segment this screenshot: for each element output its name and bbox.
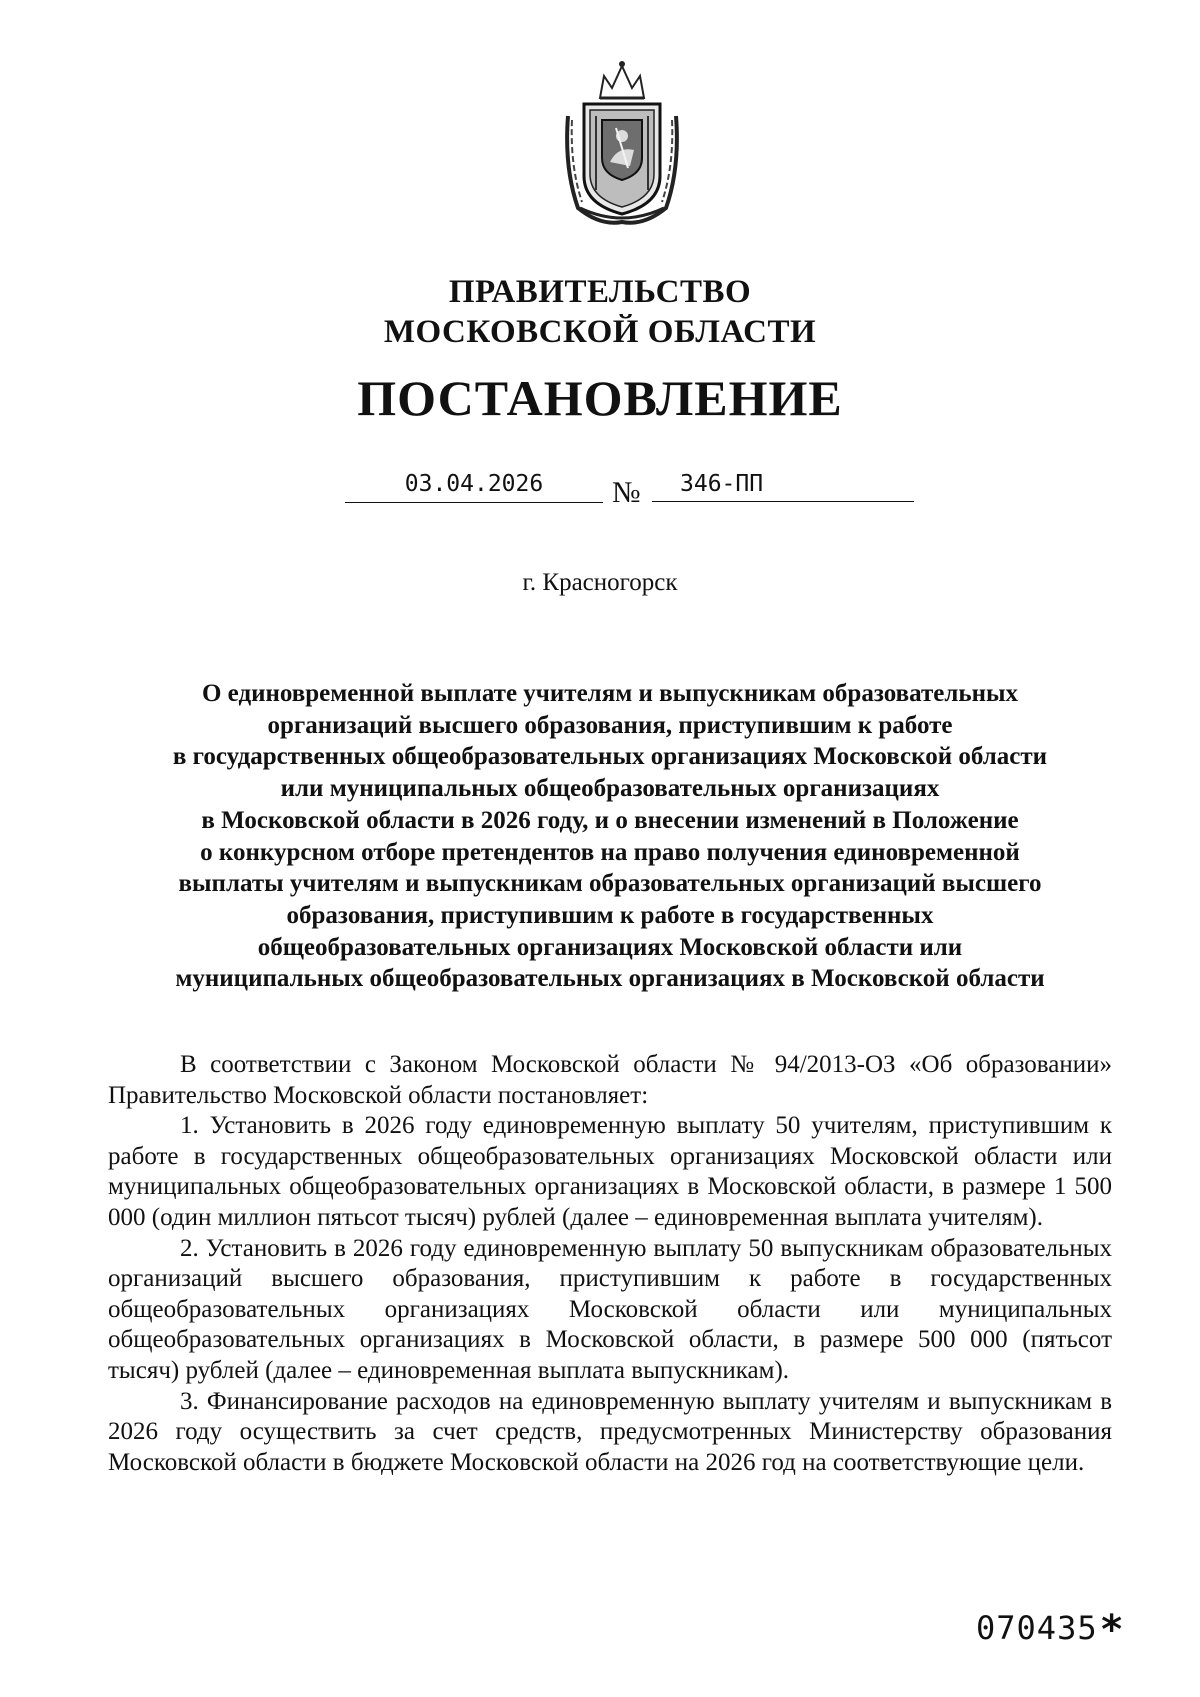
subject-line: организаций высшего образования, приступившим к работе: [267, 711, 953, 739]
subject-line: или муниципальных общеобразовательных организациях: [280, 775, 940, 803]
number-sign: №: [612, 476, 641, 509]
preamble-paragraph: В соответствии с Законом Московской области № 94/2013-ОЗ «Об образовании» Правительство Московской области постановляет:: [108, 1051, 1112, 1109]
subject-line: о конкурсном отборе претендентов на право получения единовременной: [200, 838, 1020, 866]
clause-3-paragraph: 3. Финансирование расходов на единовременную выплату учителям и выпускникам в 2026 году осуществить за счет средств, предусмотренных Министерству образования Московской области в бюджете Московской области на 2026 год на соответствующие цели.: [108, 1387, 1112, 1476]
government-name: [0, 272, 1200, 352]
clause-1-paragraph: 1. Установить в 2026 году единовременную выплату 50 учителям, приступившим к работе в государственных общеобразовательных организациях Московской области или муниципальных общеобразовательных организациях в Московской области, в размере 1 500 000 (один миллион пятьсот тысяч) рублей (далее – единовременная выплата учителям).: [108, 1112, 1112, 1231]
subject-line: в Московской области в 2026 году, и о внесении изменений в Положение: [201, 806, 1019, 834]
subject-line: муниципальных общеобразовательных организациях в Московской области: [175, 965, 1045, 993]
decree-body: [108, 1050, 1112, 1478]
subject-line: общеобразовательных организациях Московской области или: [257, 933, 963, 961]
serial-number-stamp: [976, 1607, 1176, 1653]
serial-star-mark: *: [1099, 1607, 1125, 1653]
coat-of-arms-emblem: [560, 58, 684, 228]
city-line: г. Красногорск: [522, 569, 678, 596]
decree-subject: [110, 678, 1110, 995]
document-type-title: ПОСТАНОВЛЕНИЕ: [357, 370, 843, 426]
subject-line: выплаты учителям и выпускникам образовательных организаций высшего: [178, 870, 1042, 898]
subject-line: в государственных общеобразовательных организациях Московской области: [172, 743, 1048, 771]
subject-line: О единовременной выплате учителям и выпускникам образовательных: [201, 680, 1019, 707]
government-line-2: МОСКОВСКОЙ ОБЛАСТИ: [383, 314, 817, 350]
decree-number: 346-ПП: [652, 466, 914, 502]
clause-2-paragraph: 2. Установить в 2026 году единовременную выплату 50 выпускникам образовательных организаций высшего образования, приступившим к работе в государственных общеобразовательных организациях Московской области или муниципальных общеобразовательных организациях в Московской области, в размере 500 000 (пятьсот тысяч) рублей (далее – единовременная выплата выпускникам).: [108, 1234, 1112, 1384]
decree-date: 03.04.2026: [345, 466, 603, 503]
subject-line: образования, приступившим к работе в государственных: [286, 901, 934, 929]
government-line-1: ПРАВИТЕЛЬСТВО: [448, 274, 752, 310]
serial-number: 070435: [976, 1609, 1098, 1647]
